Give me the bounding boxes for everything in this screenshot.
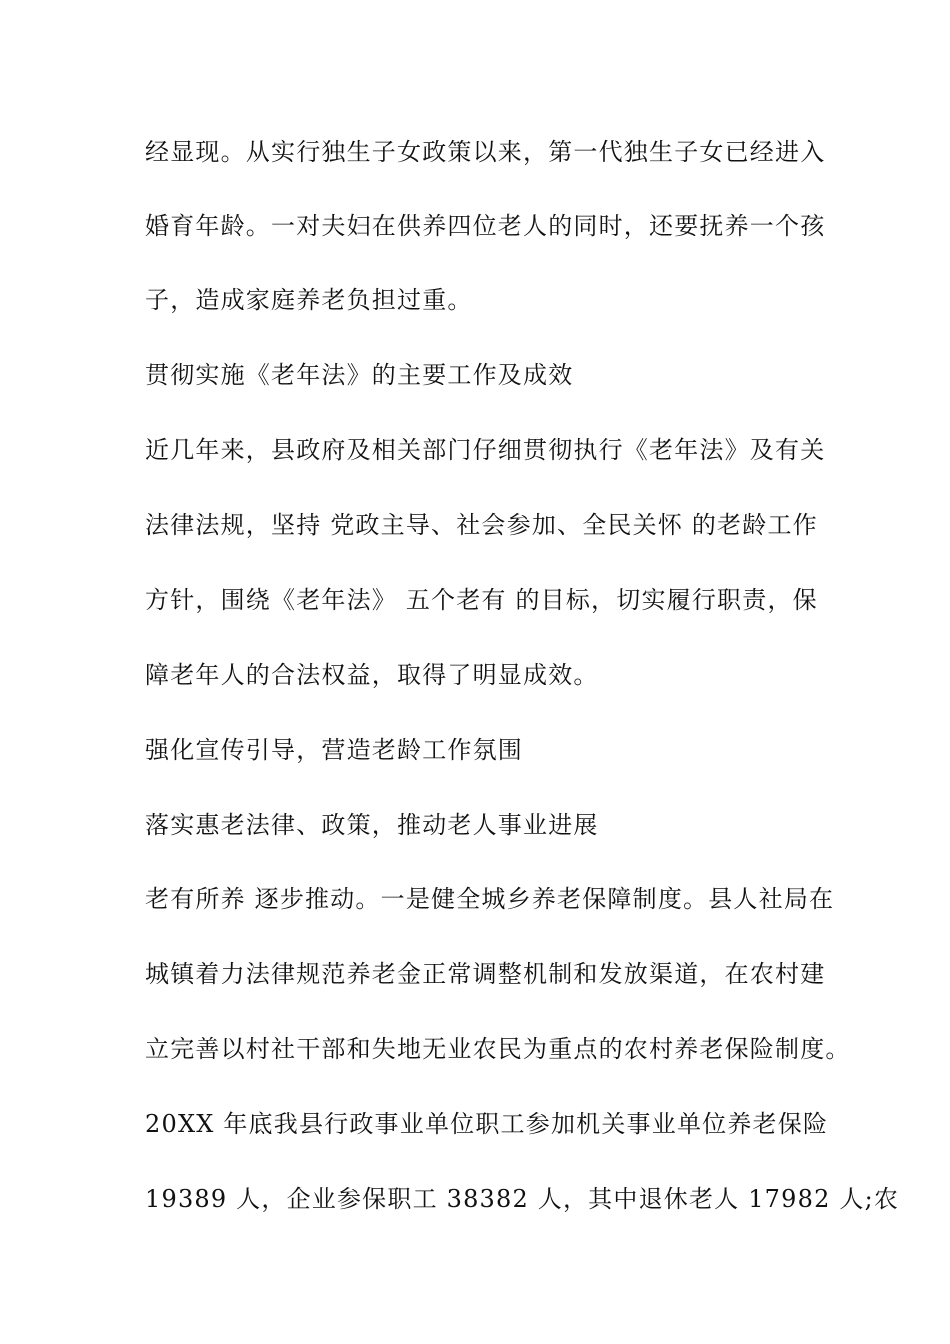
section-heading: 贯彻实施《老年法》的主要工作及成效 [145,361,574,389]
body-text-line: 老有所养 逐步推动。一是健全城乡养老保障制度。县人社局在 [145,885,835,913]
body-text-line: 19389 人，企业参保职工 38382 人，其中退休老人 17982 人;农 [145,1185,900,1213]
subsection-heading: 落实惠老法律、政策，推动老人事业进展 [145,811,599,839]
body-text-line: 立完善以村社干部和失地无业农民为重点的农村养老保险制度。 [145,1035,851,1063]
body-text-line: 城镇着力法律规范养老金正常调整机制和发放渠道，在农村建 [145,960,826,988]
body-text-line: 障老年人的合法权益，取得了明显成效。 [145,661,599,689]
body-text-line: 方针，围绕《老年法》 五个老有 的目标，切实履行职责，保 [145,586,818,614]
subsection-heading: 强化宣传引导，营造老龄工作氛围 [145,736,523,764]
body-text-line: 近几年来，县政府及相关部门仔细贯彻执行《老年法》及有关 [145,436,826,464]
body-text-line: 经显现。从实行独生子女政策以来，第一代独生子女已经进入 [145,138,826,166]
body-text-line: 法律法规，坚持 党政主导、社会参加、全民关怀 的老龄工作 [145,511,818,539]
body-text-line: 子，造成家庭养老负担过重。 [145,286,473,314]
body-text-line: 婚育年龄。一对夫妇在供养四位老人的同时，还要抚养一个孩 [145,212,826,240]
body-text-line: 20XX 年底我县行政事业单位职工参加机关事业单位养老保险 [145,1110,829,1138]
